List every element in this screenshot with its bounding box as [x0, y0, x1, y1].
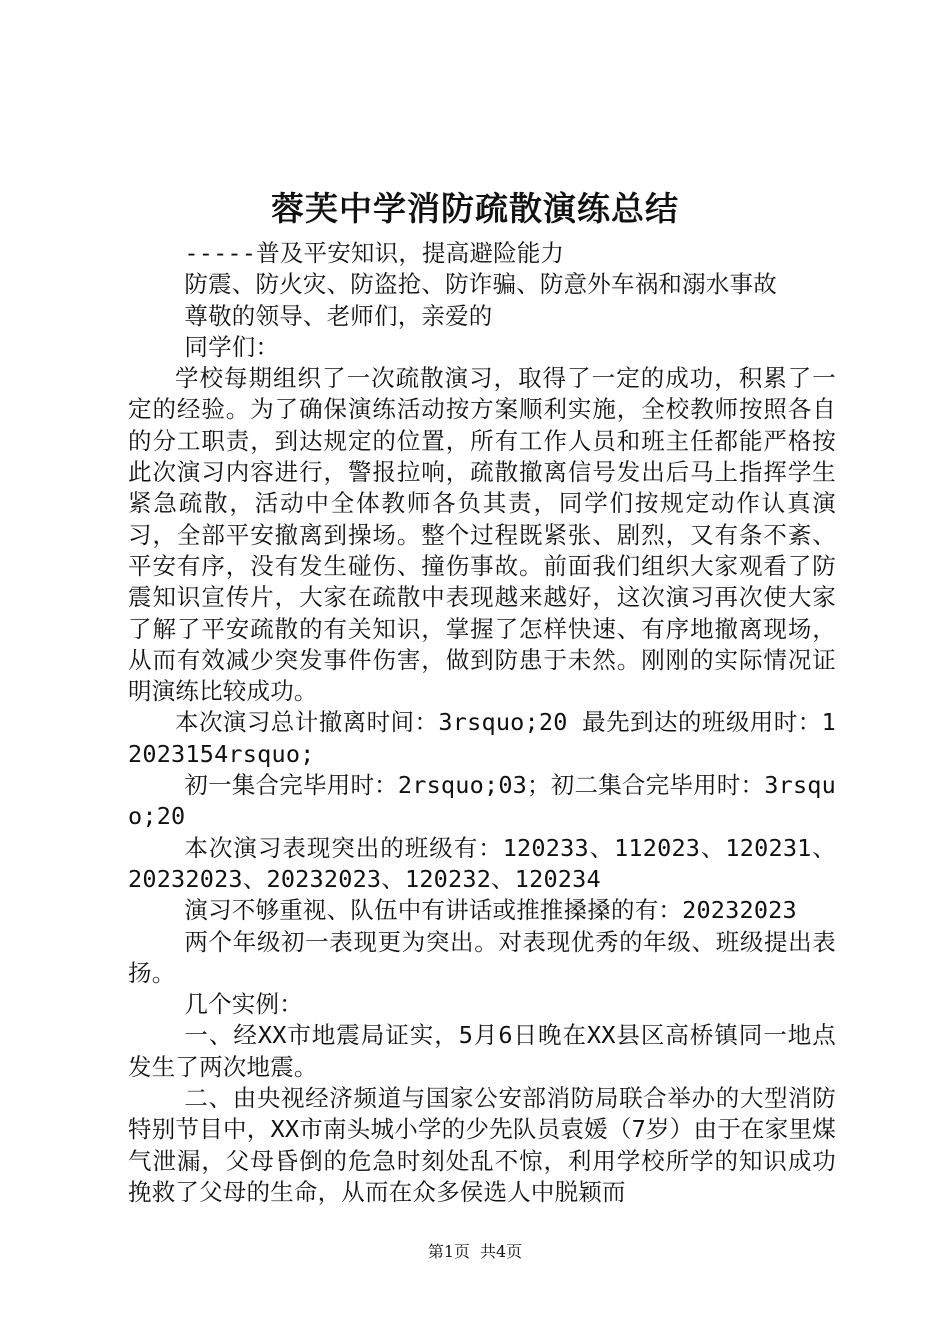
salutation-continued: 同学们： [184, 332, 280, 361]
document-title: 蓉芙中学消防疏散演练总结 [271, 189, 679, 228]
document-body [128, 238, 836, 1208]
page-number: 第1页 [427, 1242, 470, 1261]
praise-paragraph: 两个年级初一表现更为突出。对表现优秀的年级、班级提出表扬。 [128, 927, 836, 987]
grade-time-paragraph: 初一集合完毕用时：2rsquo;03；初二集合完毕用时：3rsquo;20 [128, 771, 836, 831]
page-footer [0, 1241, 950, 1263]
safety-topics-line: 防震、防火灾、防盗抢、防诈骗、防意外车祸和溺水事故 [184, 270, 777, 299]
subtitle-line: -----普及平安知识，提高避险能力 [184, 239, 565, 267]
summary-paragraph: 学校每期组织了一次疏散演习，取得了一定的成功，积累了一定的经验。为了确保演练活动按方案顺利实施，全校教师按照各自的分工职责，到达规定的位置，所有工作人员和班主任都能严格按此次演习内容进行，警报拉响，疏散撤离信号发出后马上指挥学生紧急疏散，活动中全体教师各负其责，同学们按规定动作认真演习，全部平安撤离到操场。整个过程既紧张、剧烈，又有条不紊、平安有序，没有发生碰伤、撞伤事故。前面我们组织大家观看了防震知识宣传片，大家在疏散中表现越来越好，这次演习再次使大家了解了平安疏散的有关知识，掌握了怎样快速、有序地撤离现场，从而有效减少突发事件伤害，做到防患于未然。刚刚的实际情况证明演练比较成功。 [128, 364, 836, 706]
evacuation-time-paragraph: 本次演习总计撤离时间：3rsquo;20 最先到达的班级用时：12023154rsquo; [128, 708, 836, 768]
example-two-paragraph: 二、由央视经济频道与国家公安部消防局联合举办的大型消防特别节目中，XX市南头城小学的少先队员袁媛（7岁）由于在家里煤气泄漏，父母昏倒的危急时刻处乱不惊，利用学校所学的知识成功挽救了父母的生命，从而在众多侯选人中脱颖而 [128, 1084, 836, 1206]
undisciplined-classes-paragraph: 演习不够重视、队伍中有讲话或推推搡搡的有：20232023 [184, 896, 797, 925]
outstanding-classes-paragraph: 本次演习表现突出的班级有：120233、112023、120231、20232023、20232023、120232、120234 [128, 833, 836, 893]
example-one-paragraph: 一、经XX市地震局证实，5月6日晚在XX县区高桥镇同一地点发生了两次地震。 [128, 1021, 836, 1081]
examples-heading: 几个实例： [184, 990, 303, 1019]
page-total: 共4页 [480, 1242, 523, 1261]
salutation-line: 尊敬的领导、老师们，亲爱的 [184, 301, 493, 330]
